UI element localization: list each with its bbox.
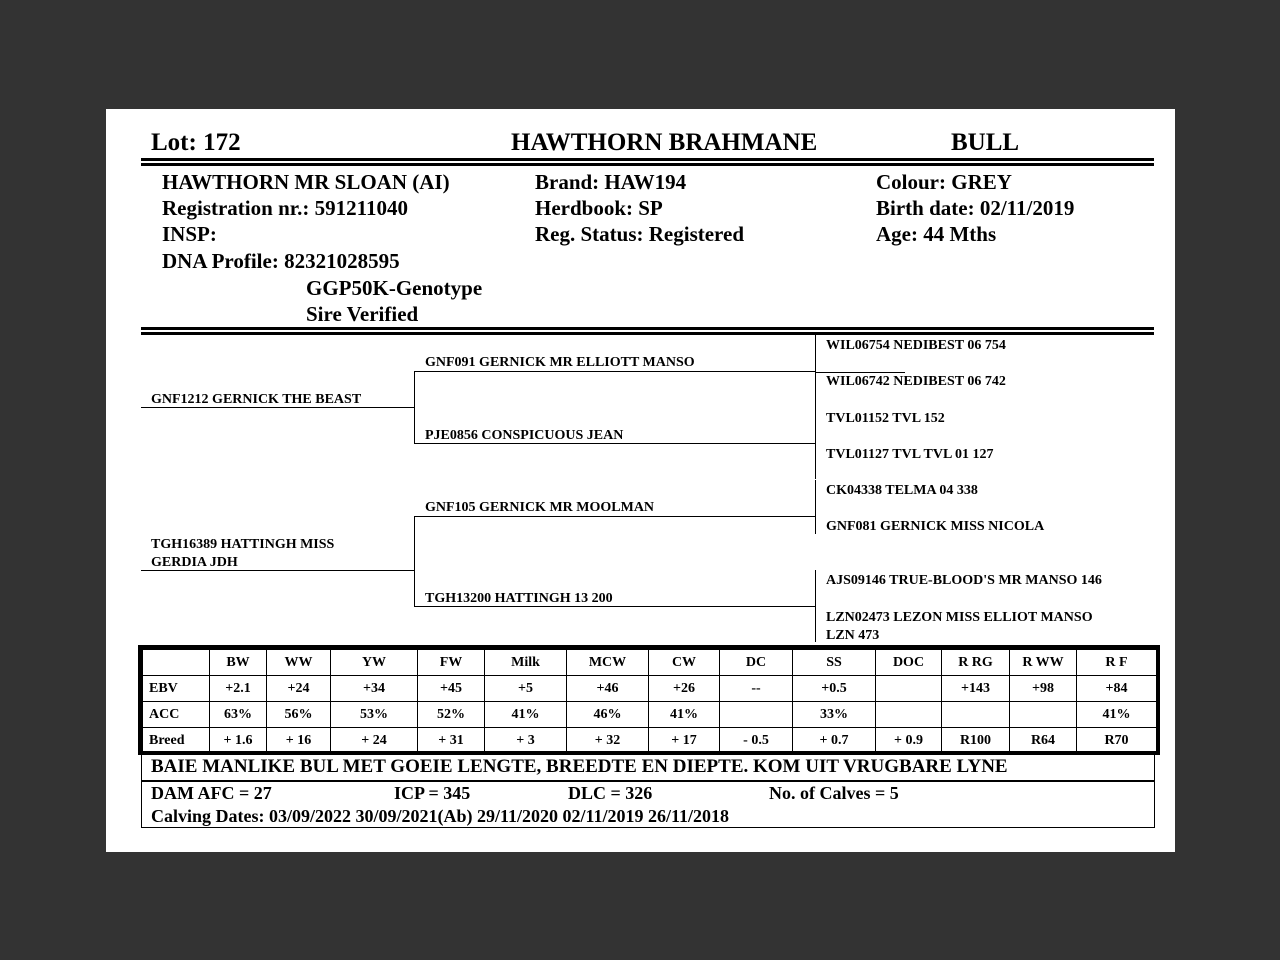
ebv-header-cell: CW bbox=[649, 650, 720, 676]
ebv-header-cell: R WW bbox=[1010, 650, 1077, 676]
pedigree-sdd: TVL01127 TVL TVL 01 127 bbox=[826, 447, 994, 462]
breed-cell: + 3 bbox=[485, 728, 567, 754]
pedigree-dam-bracket bbox=[414, 516, 415, 606]
ebv-cell: +24 bbox=[267, 676, 331, 702]
ebv-header-cell: FW bbox=[418, 650, 485, 676]
ebv-cell: +5 bbox=[485, 676, 567, 702]
pedigree-ddd-line1: LZN02473 LEZON MISS ELLIOT MANSO bbox=[826, 610, 1093, 625]
registration-number: Registration nr.: 591211040 bbox=[162, 196, 408, 220]
breed-cell: - 0.5 bbox=[720, 728, 793, 754]
pedigree-dam-dam: TGH13200 HATTINGH 13 200 bbox=[425, 591, 613, 606]
breed-cell: + 16 bbox=[267, 728, 331, 754]
breed-cell: + 32 bbox=[567, 728, 649, 754]
ebv-header-cell: BW bbox=[210, 650, 267, 676]
acc-cell: 41% bbox=[1077, 702, 1157, 728]
ebv-cell: +2.1 bbox=[210, 676, 267, 702]
sire-verified: Sire Verified bbox=[306, 302, 419, 326]
herdbook: Herdbook: SP bbox=[535, 196, 663, 220]
genotype: GGP50K-Genotype bbox=[306, 276, 483, 300]
pedigree-sss: WIL06754 NEDIBEST 06 754 bbox=[826, 338, 1006, 353]
registration-status: Reg. Status: Registered bbox=[535, 222, 744, 246]
ebv-cell: +46 bbox=[567, 676, 649, 702]
pedigree-ss-bracket bbox=[815, 335, 816, 407]
ebv-header-cell: DC bbox=[720, 650, 793, 676]
breed-cell: R100 bbox=[942, 728, 1010, 754]
colour: Colour: GREY bbox=[876, 170, 1012, 194]
acc-cell bbox=[876, 702, 942, 728]
insp-label: INSP: bbox=[162, 222, 217, 246]
info-divider-top bbox=[141, 327, 1154, 330]
acc-cell: 53% bbox=[331, 702, 418, 728]
ebv-row-label: EBV bbox=[143, 676, 210, 702]
dna-profile: DNA Profile: 82321028595 bbox=[162, 249, 400, 273]
ebv-table bbox=[142, 649, 1157, 754]
ebv-header-row bbox=[143, 650, 1157, 676]
acc-row bbox=[143, 702, 1157, 728]
dam-calves: No. of Calves = 5 bbox=[769, 783, 899, 803]
ebv-header-cell bbox=[143, 650, 210, 676]
brand: Brand: HAW194 bbox=[535, 170, 687, 194]
lot-card bbox=[106, 109, 1175, 852]
ebv-header-cell: MCW bbox=[567, 650, 649, 676]
pedigree-dd-bracket bbox=[815, 570, 816, 642]
acc-cell: 33% bbox=[793, 702, 876, 728]
sale-title: HAWTHORN BRAHMANE bbox=[511, 129, 818, 156]
acc-cell bbox=[720, 702, 793, 728]
dam-dlc: DLC = 326 bbox=[568, 783, 653, 803]
pedigree-sire-dam: PJE0856 CONSPICUOUS JEAN bbox=[425, 428, 624, 443]
dam-afc: DAM AFC = 27 bbox=[151, 783, 272, 803]
breed-row-label: Breed bbox=[143, 728, 210, 754]
pedigree-ssd: WIL06742 NEDIBEST 06 742 bbox=[826, 374, 1006, 389]
ebv-header-cell: R F bbox=[1077, 650, 1157, 676]
breed-row bbox=[143, 728, 1157, 754]
pedigree-sire-bracket bbox=[414, 371, 415, 443]
pedigree-sd-bracket bbox=[815, 407, 816, 479]
animal-name: HAWTHORN MR SLOAN (AI) bbox=[162, 170, 450, 194]
pedigree-ds-bracket bbox=[815, 480, 816, 534]
calving-dates: Calving Dates: 03/09/2022 30/09/2021(Ab) 29/11/2020 02/11/2019 26/11/2018 bbox=[151, 806, 730, 826]
ebv-cell: -- bbox=[720, 676, 793, 702]
pedigree-sire: GNF1212 GERNICK THE BEAST bbox=[151, 392, 362, 407]
pedigree-dsd: GNF081 GERNICK MISS NICOLA bbox=[826, 519, 1045, 534]
acc-cell: 41% bbox=[649, 702, 720, 728]
info-divider-bottom bbox=[141, 332, 1154, 335]
dam-icp: ICP = 345 bbox=[394, 783, 471, 803]
ebv-cell: +0.5 bbox=[793, 676, 876, 702]
acc-row-label: ACC bbox=[143, 702, 210, 728]
breed-cell: + 1.6 bbox=[210, 728, 267, 754]
acc-cell bbox=[942, 702, 1010, 728]
ebv-cell: +84 bbox=[1077, 676, 1157, 702]
birth-date: Birth date: 02/11/2019 bbox=[876, 196, 1075, 220]
pedigree-dss: CK04338 TELMA 04 338 bbox=[826, 483, 978, 498]
pedigree-ddd-line2: LZN 473 bbox=[826, 628, 880, 643]
acc-cell bbox=[1010, 702, 1077, 728]
lot-number: Lot: 172 bbox=[151, 129, 241, 156]
breed-cell: + 17 bbox=[649, 728, 720, 754]
breed-cell: + 0.7 bbox=[793, 728, 876, 754]
ebv-cell: +45 bbox=[418, 676, 485, 702]
ebv-cell: +34 bbox=[331, 676, 418, 702]
remarks: BAIE MANLIKE BUL MET GOEIE LENGTE, BREEDTE EN DIEPTE. KOM UIT VRUGBARE LYNE bbox=[151, 756, 1008, 777]
acc-cell: 46% bbox=[567, 702, 649, 728]
animal-sex: BULL bbox=[951, 129, 1020, 156]
pedigree-dam-line1: TGH16389 HATTINGH MISS bbox=[151, 537, 335, 552]
ebv-header-cell: R RG bbox=[942, 650, 1010, 676]
age: Age: 44 Mths bbox=[876, 222, 997, 246]
ebv-header-cell: SS bbox=[793, 650, 876, 676]
ebv-header-cell: Milk bbox=[485, 650, 567, 676]
ebv-cell: +98 bbox=[1010, 676, 1077, 702]
breed-cell: + 31 bbox=[418, 728, 485, 754]
pedigree-dam-sire: GNF105 GERNICK MR MOOLMAN bbox=[425, 500, 655, 515]
pedigree-dam-line2: GERDIA JDH bbox=[151, 555, 238, 570]
header-divider-top bbox=[141, 158, 1154, 161]
acc-cell: 41% bbox=[485, 702, 567, 728]
pedigree-sire-sire: GNF091 GERNICK MR ELLIOTT MANSO bbox=[425, 355, 695, 370]
ebv-row bbox=[143, 676, 1157, 702]
breed-cell: R64 bbox=[1010, 728, 1077, 754]
breed-cell: + 24 bbox=[331, 728, 418, 754]
pedigree-dds: AJS09146 TRUE-BLOOD'S MR MANSO 146 bbox=[826, 573, 1102, 588]
ebv-cell: +143 bbox=[942, 676, 1010, 702]
ebv-cell: +26 bbox=[649, 676, 720, 702]
acc-cell: 56% bbox=[267, 702, 331, 728]
ebv-header-cell: YW bbox=[331, 650, 418, 676]
acc-cell: 52% bbox=[418, 702, 485, 728]
breed-cell: R70 bbox=[1077, 728, 1157, 754]
pedigree-sds: TVL01152 TVL 152 bbox=[826, 411, 945, 426]
ebv-header-cell: WW bbox=[267, 650, 331, 676]
ebv-header-cell: DOC bbox=[876, 650, 942, 676]
header-divider-bottom bbox=[141, 163, 1154, 166]
acc-cell: 63% bbox=[210, 702, 267, 728]
breed-cell: + 0.9 bbox=[876, 728, 942, 754]
ebv-cell bbox=[876, 676, 942, 702]
